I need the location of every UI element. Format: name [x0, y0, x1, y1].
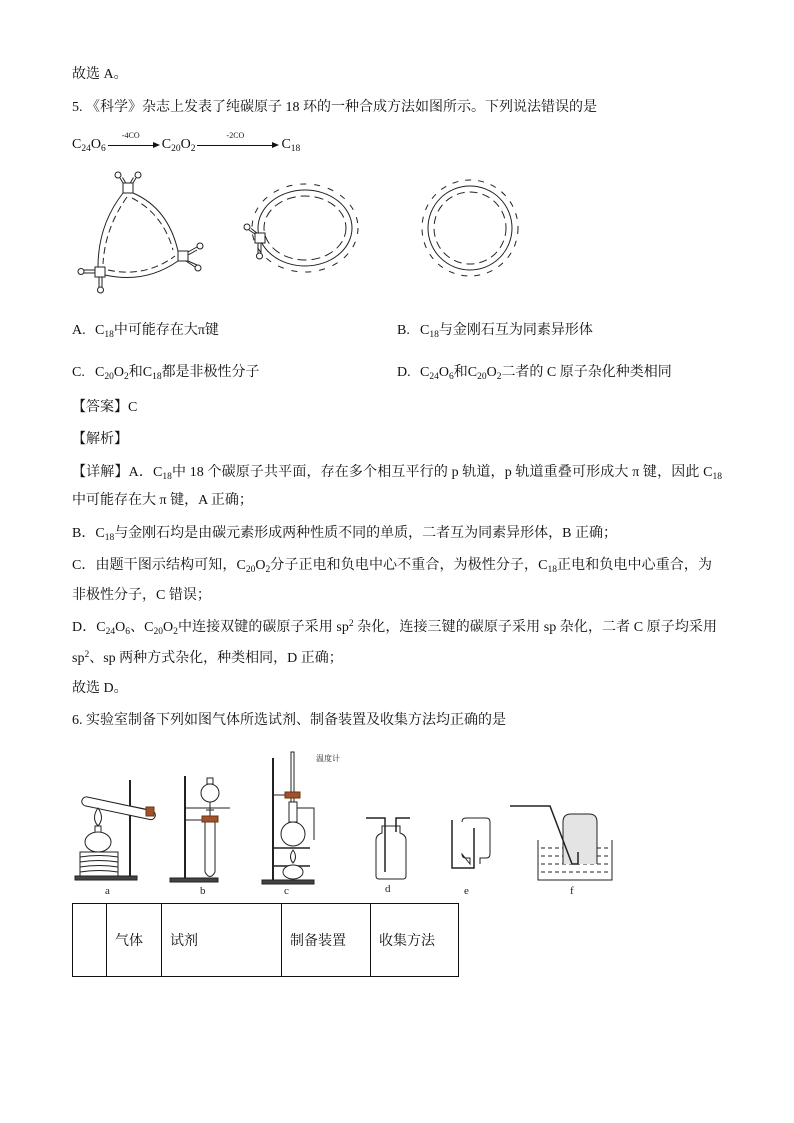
apparatus-label-f: f	[570, 885, 574, 897]
apparatus-d	[366, 818, 410, 879]
detail-line: C．由题干图示结构可知，$C_{20}O_2$分子正电和负电中心不重合，为极性分子，$C_{18}$正电和负电中心重合，为	[72, 558, 712, 575]
apparatus-f	[510, 806, 612, 880]
table-header-cell-reagent: 试剂	[162, 904, 282, 977]
apparatus-b	[170, 776, 230, 882]
oxygen-atom	[195, 265, 201, 271]
subscript: 18	[104, 533, 115, 543]
separatory-funnel	[201, 784, 219, 802]
subscript: 24	[105, 627, 116, 637]
apparatus-a	[75, 780, 156, 880]
arrow-head	[153, 142, 160, 148]
flame	[291, 850, 296, 863]
apparatus-c	[262, 752, 340, 884]
table-header-cell-option	[73, 904, 107, 977]
oxygen-atom	[98, 287, 104, 293]
q6-stem: 6. 实验室制备下列如图气体所选试剂、制备装置及收集方法均正确的是	[72, 713, 506, 728]
subscript: 6	[125, 627, 130, 637]
option-text: $C_{18}$与金刚石互为同素异形体	[420, 323, 593, 340]
outer-bond-dashes	[422, 180, 518, 276]
scheme-intermediate: $C_{20}O_2$	[161, 137, 196, 154]
funnel-stopper	[207, 778, 213, 784]
subscript: 18	[290, 144, 301, 154]
arrow-shaft	[197, 145, 273, 146]
flame	[95, 808, 102, 826]
reaction-scheme	[72, 130, 301, 155]
scheme-product: $C_{18}$	[281, 137, 301, 154]
subscript: 18	[429, 330, 439, 340]
reaction-arrow-2	[197, 130, 279, 152]
oxygen-atom	[78, 269, 84, 275]
subscript: 20	[477, 372, 487, 382]
inner-bond-dashes	[264, 196, 346, 260]
option-label: C.	[72, 365, 85, 380]
test-tube	[81, 796, 156, 820]
multiple-bond-dashes	[103, 197, 175, 272]
test-tube	[205, 818, 215, 877]
detail-line: 【详解】A．$C_{18}$中 18 个碳原子共平面，存在多个相互平行的 p 轨道，p 轨道重叠可形成大 π 键，因此 $C_{18}$	[72, 465, 722, 482]
carbon-ring	[258, 190, 352, 266]
structure-diagrams	[60, 160, 560, 300]
detail-line: B．$C_{18}$与金刚石均是由碳元素形成两种性质不同的单质，二者互为同素异形体，B 正确；	[72, 526, 618, 543]
table-header-cell-gas: 气体	[107, 904, 162, 977]
option-text: $C_{24}O_6$和$C_{20}O_2$二者的 C 原子杂化种类相同	[420, 365, 672, 382]
outer-bond-dashes	[252, 184, 358, 272]
inner-bond-dashes	[434, 192, 506, 264]
oxygen-atom	[257, 253, 263, 259]
detail-line: $sp^2$、sp 两种方式杂化，种类相同，D 正确；	[72, 650, 343, 666]
structure-c24o6	[78, 172, 203, 293]
detail-line: 非极性分子，C 错误；	[72, 588, 211, 603]
collection-bottle	[563, 814, 597, 864]
subscript: 24	[81, 144, 91, 154]
apparatus-label-c: c	[284, 885, 289, 897]
subscript: 18	[547, 565, 557, 575]
subscript: 2	[265, 565, 271, 575]
apparatus-label-b: b	[200, 885, 206, 897]
apparatus-label-e: e	[464, 885, 469, 897]
subscript: 18	[104, 330, 114, 340]
subscript: 2	[173, 627, 178, 637]
subscript: 20	[171, 144, 181, 154]
subscript: 20	[245, 565, 256, 575]
q6-options-table	[72, 903, 459, 977]
clamp	[285, 792, 300, 798]
apparatus-diagrams	[60, 740, 630, 900]
table-header-row	[73, 904, 459, 977]
superscript: 2	[84, 650, 90, 660]
arrow-shaft	[108, 145, 154, 146]
subscript: 18	[712, 472, 722, 482]
detail-line: D．$C_{24}O_6$、$C_{20}O_2$中连接双键的碳原子采用 $sp^2$ 杂化，连接三键的碳原子采用 sp 杂化，二者 C 原子均采用	[72, 619, 717, 637]
round-bottom-flask	[281, 822, 305, 846]
subscript: 18	[152, 372, 162, 382]
flask-neck	[289, 802, 297, 822]
subscript: 20	[153, 627, 163, 637]
stopper	[202, 816, 218, 822]
subscript: 24	[429, 372, 439, 382]
table-header-cell-apparatus: 制备装置	[282, 904, 371, 977]
option-label: D.	[397, 365, 411, 380]
structure-c20o2	[244, 184, 358, 272]
stand-base	[170, 878, 218, 882]
option-d	[397, 363, 672, 383]
thermometer-label: 温度计	[316, 754, 340, 763]
answer-line: 【答案】C	[72, 400, 138, 415]
apparatus-e	[452, 818, 490, 868]
clamp	[146, 807, 154, 816]
inverted-bottle	[462, 818, 490, 864]
oxygen-atom	[244, 224, 250, 230]
subscript: 2	[190, 144, 196, 154]
subscript: 18	[162, 472, 172, 482]
detail-line: 故选 D。	[72, 681, 128, 696]
alcohol-lamp	[85, 832, 111, 852]
gas-bottle	[376, 826, 406, 879]
subscript: 2	[123, 372, 129, 382]
option-b	[397, 321, 593, 341]
option-text: $C_{18}$中可能存在大π键	[95, 323, 219, 340]
superscript: 2	[348, 619, 354, 629]
oxygen-atom	[115, 172, 121, 178]
reaction-arrow-1	[108, 130, 160, 152]
detail-line: 中可能存在大 π 键，A 正确；	[72, 493, 253, 508]
apparatus-label-d: d	[385, 883, 391, 895]
oxygen-atom	[197, 243, 203, 249]
arrow-1-label: -4CO	[121, 130, 140, 140]
option-label: B.	[397, 323, 410, 338]
arrow-2-label: -2CO	[226, 130, 245, 140]
option-c	[72, 363, 260, 383]
four-membered-ring	[255, 233, 265, 243]
q5-stem: 5. 《科学》杂志上发表了纯碳原子 18 环的一种合成方法如图所示。下列说法错误的是	[72, 100, 597, 115]
subscript: 6	[100, 144, 106, 154]
stand-base	[75, 876, 137, 880]
structure-c18	[422, 180, 518, 276]
subscript: 6	[448, 372, 454, 382]
arrow-head	[272, 142, 279, 148]
subscript: 2	[496, 372, 502, 382]
apparatus-label-a: a	[105, 885, 110, 897]
analysis-heading: 【解析】	[72, 432, 128, 447]
option-text: $C_{20}O_2$和$C_{18}$都是非极性分子	[95, 365, 260, 382]
q4-conclusion: 故选 A。	[72, 67, 128, 82]
option-label: A.	[72, 323, 86, 338]
table-header-cell-collection: 收集方法	[371, 904, 459, 977]
option-a	[72, 321, 219, 341]
scheme-reactant: $C_{24}O_6$	[72, 137, 106, 154]
alcohol-lamp	[283, 865, 303, 879]
oxygen-atom	[135, 172, 141, 178]
carbon-ring	[428, 186, 512, 270]
subscript: 20	[104, 372, 114, 382]
carbon-chain-bonds	[98, 193, 178, 278]
stand-base	[262, 880, 314, 884]
